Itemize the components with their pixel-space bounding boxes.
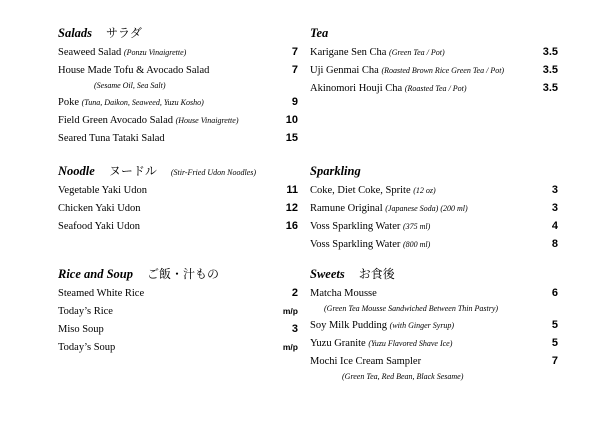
item-name: Today’s Rice [58, 306, 113, 317]
menu-item [310, 219, 558, 234]
menu-item [58, 131, 298, 146]
noodle-note: (Stir-Fried Udon Noodles) [170, 168, 256, 177]
item-desc: (Japanese Soda) (200 ml) [385, 204, 468, 213]
item-desc: (375 ml) [402, 222, 431, 231]
menu-item [310, 286, 558, 301]
sparkling-heading [310, 164, 558, 179]
item-name: Today’s Soup [58, 342, 116, 353]
salads-title: Salads [58, 26, 93, 40]
tea-title: Tea [310, 26, 329, 40]
item-price: 5 [551, 319, 558, 331]
item-price: m/p [282, 342, 298, 352]
item-desc: (Roasted Tea / Pot) [404, 84, 467, 93]
item-price: 16 [285, 220, 298, 232]
sweets-heading [310, 267, 558, 282]
item-name: Matcha Mousse [310, 288, 377, 299]
item-price: 8 [551, 238, 558, 250]
sparkling-title: Sparkling [310, 164, 361, 178]
item-price: 10 [285, 114, 298, 126]
menu-item [310, 183, 558, 198]
item-name: Poke [58, 97, 79, 108]
item-price: 3.5 [542, 82, 558, 94]
noodle-title: Noodle [58, 164, 95, 178]
noodle-section [58, 164, 298, 237]
item-price: 15 [285, 132, 298, 144]
menu-item [310, 81, 558, 96]
sweets-title-jp: お食後 [358, 267, 395, 281]
item-price: 6 [551, 287, 558, 299]
rice-soup-heading [58, 267, 298, 282]
menu-item [58, 286, 298, 301]
item-price: 12 [285, 202, 298, 214]
item-price: 5 [551, 337, 558, 349]
item-name: Miso Soup [58, 324, 104, 335]
item-desc: (Ponzu Vinaigrette) [123, 48, 187, 57]
item-desc: (800 ml) [402, 240, 431, 249]
tea-section [310, 26, 558, 99]
mochi-note: (Green Tea, Red Bean, Black Sesame) [342, 372, 464, 381]
item-name: Mochi Ice Cream Sampler [310, 356, 422, 367]
menu-item [58, 95, 298, 110]
item-name: Akinomori Houji Cha [310, 83, 403, 94]
menu-item [58, 113, 298, 128]
menu-item [58, 340, 298, 355]
item-name: Seared Tuna Tataki Salad [58, 133, 165, 144]
item-price: 3 [551, 184, 558, 196]
menu-item [310, 45, 558, 60]
item-price: 7 [291, 46, 298, 58]
menu-item [310, 354, 558, 369]
item-price: 3 [291, 323, 298, 335]
item-desc: (House Vinaigrette) [175, 116, 239, 125]
item-price: 4 [551, 220, 558, 232]
rice-soup-title-jp: ご飯・汁もの [147, 267, 220, 281]
menu-item [58, 201, 298, 216]
item-desc: (Roasted Brown Rice Green Tea / Pot) [381, 66, 505, 75]
item-name: Voss Sparkling Water [310, 239, 401, 250]
matcha-mousse-note: (Green Tea Mousse Sandwiched Between Thin Pastry) [324, 304, 499, 313]
item-name: Voss Sparkling Water [310, 221, 401, 232]
salads-section [58, 26, 298, 149]
menu-item [58, 219, 298, 234]
tea-heading [310, 26, 558, 41]
tofu-salad-note: (Sesame Oil, Sea Salt) [94, 81, 166, 90]
item-desc: (Tuna, Daikon, Seaweed, Yuzu Kosho) [81, 98, 204, 107]
item-price: 3.5 [542, 64, 558, 76]
menu-item [310, 63, 558, 78]
menu-item [310, 318, 558, 333]
item-price: 2 [291, 287, 298, 299]
item-name: Steamed White Rice [58, 288, 145, 299]
rice-soup-section [58, 267, 298, 358]
item-name: Chicken Yaki Udon [58, 203, 141, 214]
item-desc: (Yuzu Flavored Shave Ice) [368, 339, 453, 348]
menu-item [58, 322, 298, 337]
item-name: House Made Tofu & Avocado Salad [58, 65, 210, 76]
item-name: Seaweed Salad [58, 47, 122, 58]
menu-item [310, 336, 558, 351]
item-name: Coke, Diet Coke, Sprite [310, 185, 411, 196]
item-price: 7 [551, 355, 558, 367]
menu-item [58, 45, 298, 60]
item-name: Vegetable Yaki Udon [58, 185, 147, 196]
item-name: Karigane Sen Cha [310, 47, 387, 58]
sweets-title: Sweets [310, 267, 345, 281]
item-desc: (12 oz) [413, 186, 436, 195]
item-name: Uji Genmai Cha [310, 65, 379, 76]
rice-soup-title: Rice and Soup [58, 267, 134, 281]
item-price: m/p [282, 306, 298, 316]
item-name: Yuzu Granite [310, 338, 366, 349]
item-name: Soy Milk Pudding [310, 320, 388, 331]
item-price: 7 [291, 64, 298, 76]
menu-item [58, 183, 298, 198]
item-price: 3.5 [542, 46, 558, 58]
item-name: Field Green Avocado Salad [58, 115, 173, 126]
item-name: Ramune Original [310, 203, 383, 214]
item-price: 3 [551, 202, 558, 214]
menu-item [310, 237, 558, 252]
item-desc: (with Ginger Syrup) [389, 321, 455, 330]
sparkling-section [310, 164, 558, 255]
salads-heading [58, 26, 298, 41]
menu-item [58, 304, 298, 319]
item-price: 11 [286, 184, 298, 196]
noodle-title-jp: ヌードル [108, 164, 157, 178]
menu-item [310, 201, 558, 216]
salads-title-jp: サラダ [106, 26, 142, 40]
item-name: Seafood Yaki Udon [58, 221, 140, 232]
noodle-heading [58, 164, 298, 179]
item-price: 9 [291, 96, 298, 108]
item-desc: (Green Tea / Pot) [389, 48, 445, 57]
menu-item [58, 63, 298, 78]
sweets-section [310, 267, 558, 386]
